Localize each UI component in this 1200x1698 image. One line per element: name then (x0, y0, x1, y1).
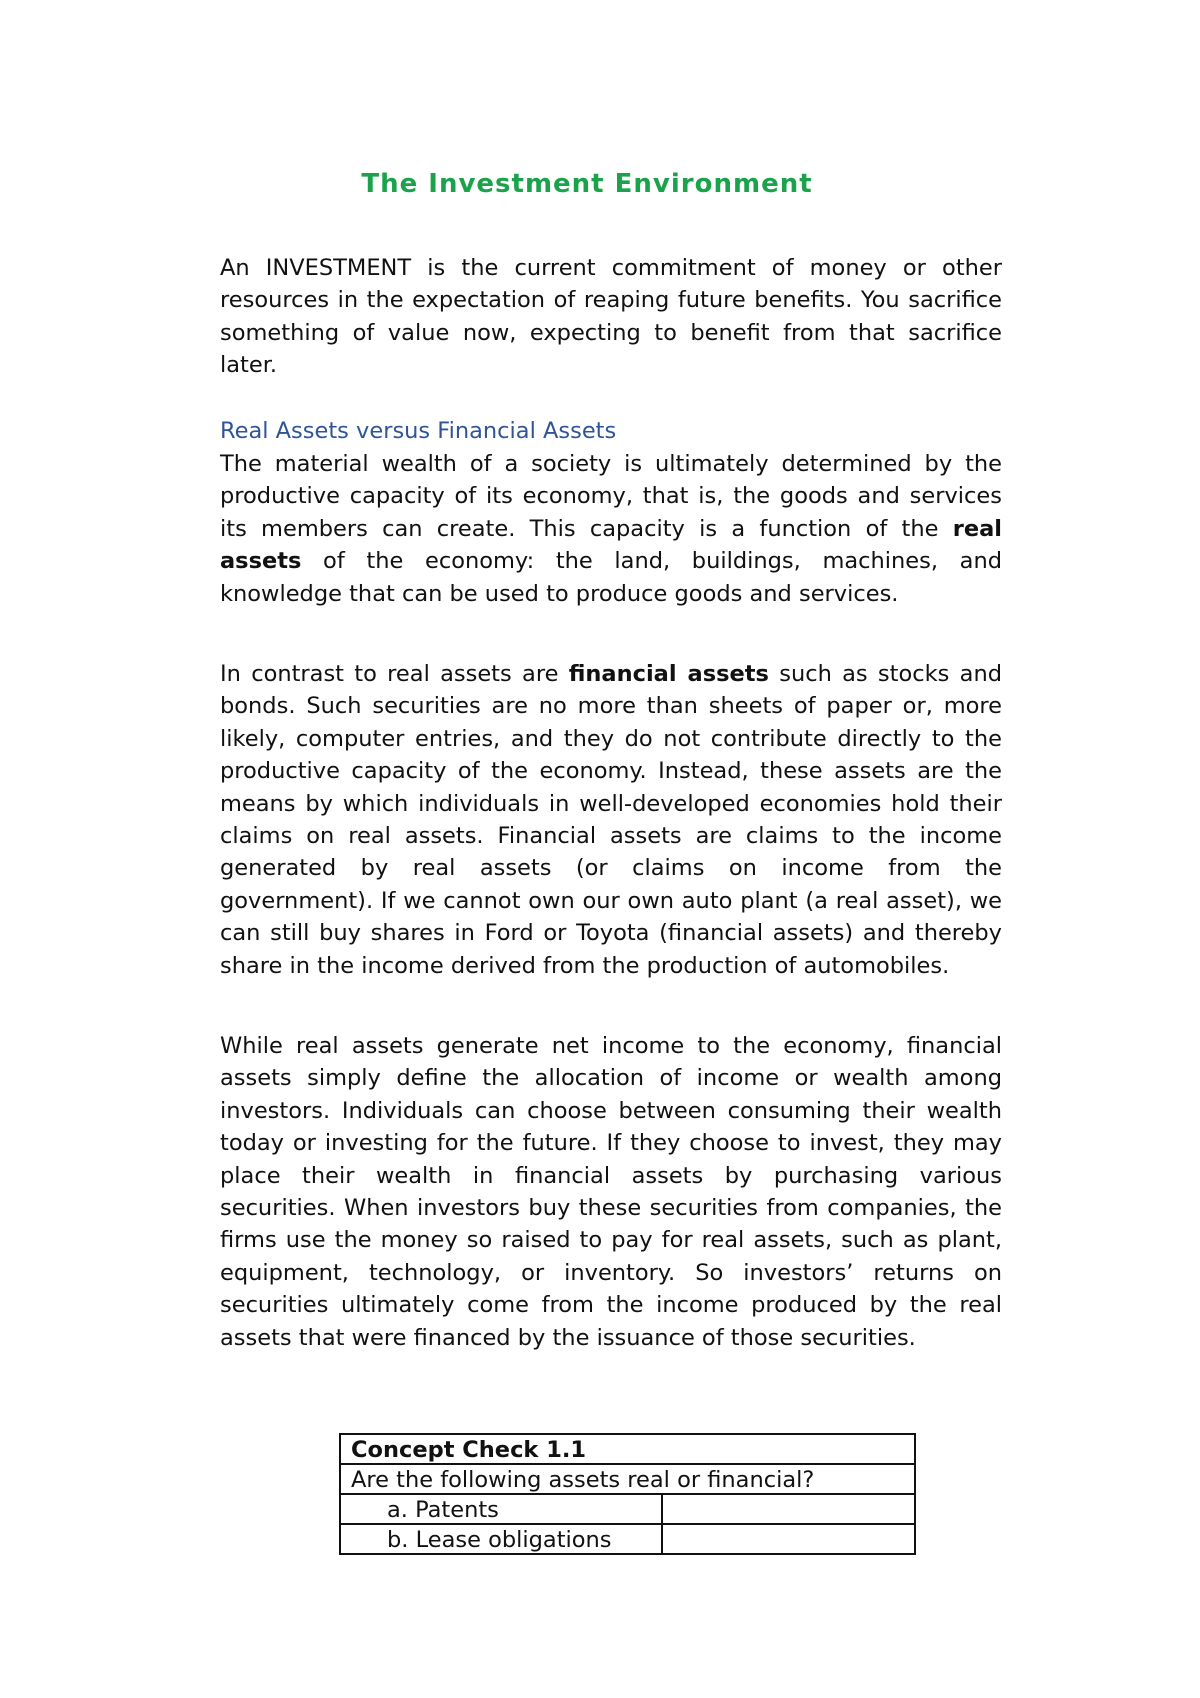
concept-check-question-row (340, 1464, 915, 1494)
allocation-paragraph: While real assets generate net income to the economy, financial assets simply define the allocation of income or wealth among investors. Individuals can choose between consuming their wealth today or investing for the future. If they choose to invest, they may place their wealth in financial assets by purchasing various securities. When investors buy these securities from companies, the firms use the money so raised to pay for real assets, such as plant, equipment, technology, or inventory. So investors’ returns on securities ultimately come from the income produced by the real assets that were financed by the issuance of those securities. (220, 1033, 1002, 1351)
document-title: The Investment Environment (361, 169, 813, 199)
financial-assets-paragraph (220, 658, 1002, 982)
table-row (340, 1524, 915, 1554)
table-row (340, 1494, 915, 1524)
concept-check-item-label: b. Lease obligations (340, 1524, 662, 1554)
real-assets-term: real assets (220, 515, 1002, 575)
para1-text-after: of the economy: the land, buildings, machines, and knowledge that can be used to produce goods and services. (220, 548, 1002, 607)
intro-paragraph: An INVESTMENT is the current commitment of money or other resources in the expectation of reaping future benefits. You sacrifice something of value now, expecting to benefit from that sacrifice later. (220, 255, 1002, 379)
para2-text-after: such as stocks and bonds. Such securities are no more than sheets of paper or, more likely, computer entries, and they do not contribute directly to the productive capacity of the economy. Instead, these assets are the means by which individuals in well-developed economies hold their claims on real assets. Financial assets are claims to the income generated by real assets (or claims on income from the government). If we cannot own our own auto plant (a real asset), we can still buy shares in Ford or Toyota (financial assets) and thereby share in the income derived from the production of automobiles. (220, 661, 1002, 979)
para2-text-before: In contrast to real assets are (220, 661, 569, 687)
concept-check-table (339, 1433, 916, 1555)
financial-assets-term: financial assets (568, 661, 769, 687)
concept-check-question: Are the following assets real or financial? (340, 1464, 915, 1494)
concept-check-answer-cell (662, 1524, 915, 1554)
concept-check-title-row (340, 1434, 915, 1464)
concept-check-title: Concept Check 1.1 (340, 1434, 915, 1464)
para1-text-before: The material wealth of a society is ultimately determined by the productive capacity of its economy, that is, the goods and services its members can create. This capacity is a function of the (220, 451, 1002, 542)
real-assets-paragraph (220, 448, 1002, 610)
concept-check-item-label: a. Patents (340, 1494, 662, 1524)
concept-check-answer-cell (662, 1494, 915, 1524)
section-heading: Real Assets versus Financial Assets (220, 418, 617, 444)
